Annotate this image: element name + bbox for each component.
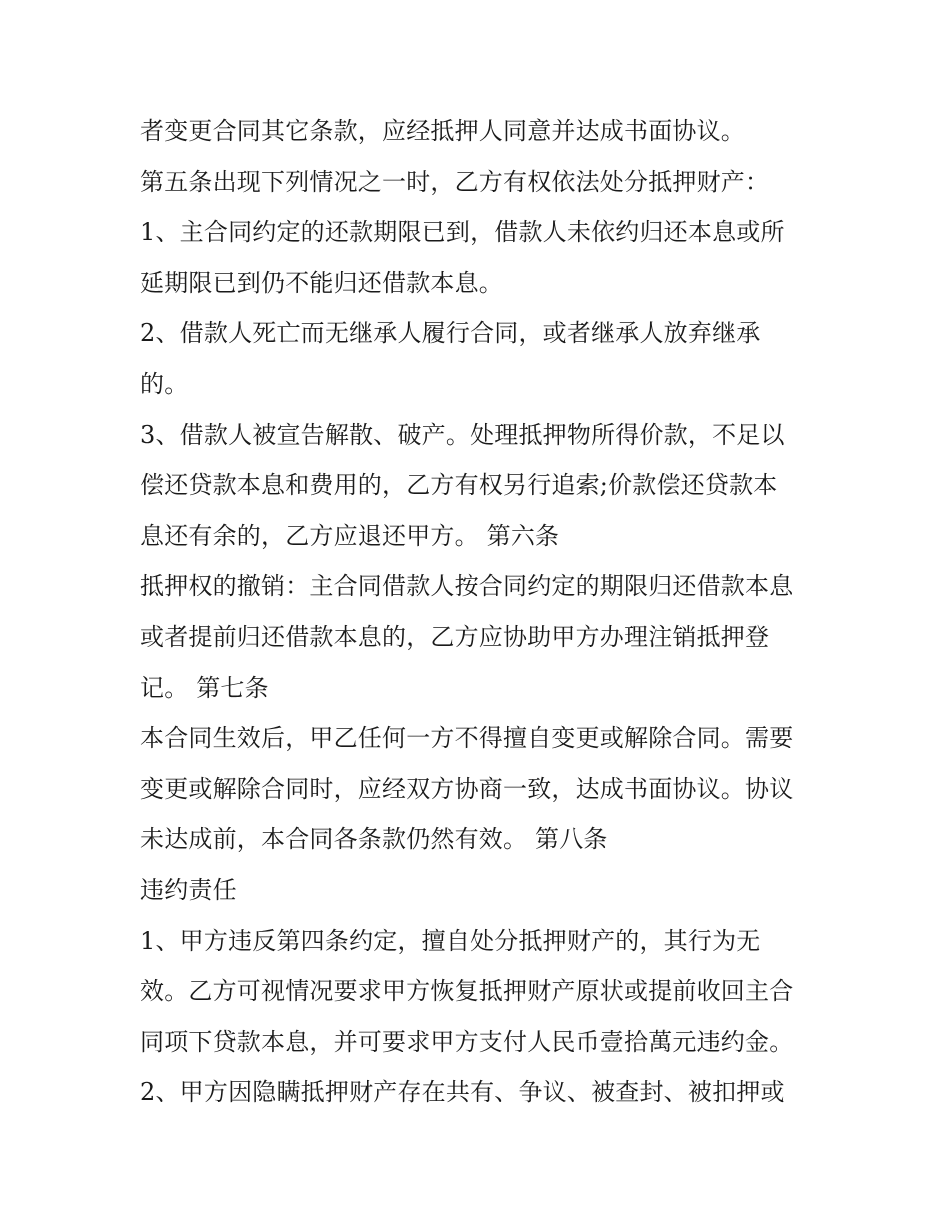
text-line: 抵押权的撤销：主合同借款人按合同约定的期限归还借款本息 <box>140 572 794 601</box>
text-line: 记。 第七条 <box>140 673 269 702</box>
document-body <box>140 106 830 1118</box>
text-line: 3、借款人被宣告解散、破产。处理抵押物所得价款，不足以 <box>140 420 785 449</box>
text-line: 1、甲方违反第四条约定，擅自处分抵押财产的，其行为无 <box>140 926 761 955</box>
text-line: 2、借款人死亡而无继承人履行合同，或者继承人放弃继承 <box>140 319 761 348</box>
text-line: 变更或解除合同时，应经双方协商一致，达成书面协议。协议 <box>140 774 794 803</box>
text-line: 者变更合同其它条款，应经抵押人同意并达成书面协议。 <box>140 117 745 145</box>
text-line: 2、甲方因隐瞒抵押财产存在共有、争议、被查封、被扣押或 <box>140 1078 785 1107</box>
text-line: 或者提前归还借款本息的，乙方应协助甲方办理注销抵押登 <box>140 622 770 651</box>
text-line: 偿还贷款本息和费用的，乙方有权另行追索;价款偿还贷款本 <box>140 471 778 500</box>
text-line: 1、主合同约定的还款期限已到，借款人未依约归还本息或所 <box>140 218 785 247</box>
text-line: 第五条出现下列情况之一时，乙方有权依法处分抵押财产： <box>140 167 770 196</box>
section-heading: 违约责任 <box>140 875 237 904</box>
text-line: 同项下贷款本息，并可要求甲方支付人民币壹拾萬元违约金。 <box>140 1027 794 1056</box>
text-line: 延期限已到仍不能归还借款本息。 <box>140 268 503 297</box>
text-line: 本合同生效后，甲乙任何一方不得擅自变更或解除合同。需要 <box>140 724 794 753</box>
text-line: 息还有余的，乙方应退还甲方。 第六条 <box>140 521 560 550</box>
text-line: 未达成前，本合同各条款仍然有效。 第八条 <box>140 825 608 854</box>
text-line: 的。 <box>140 369 189 398</box>
text-line: 效。乙方可视情况要求甲方恢复抵押财产原状或提前收回主合 <box>140 977 794 1006</box>
